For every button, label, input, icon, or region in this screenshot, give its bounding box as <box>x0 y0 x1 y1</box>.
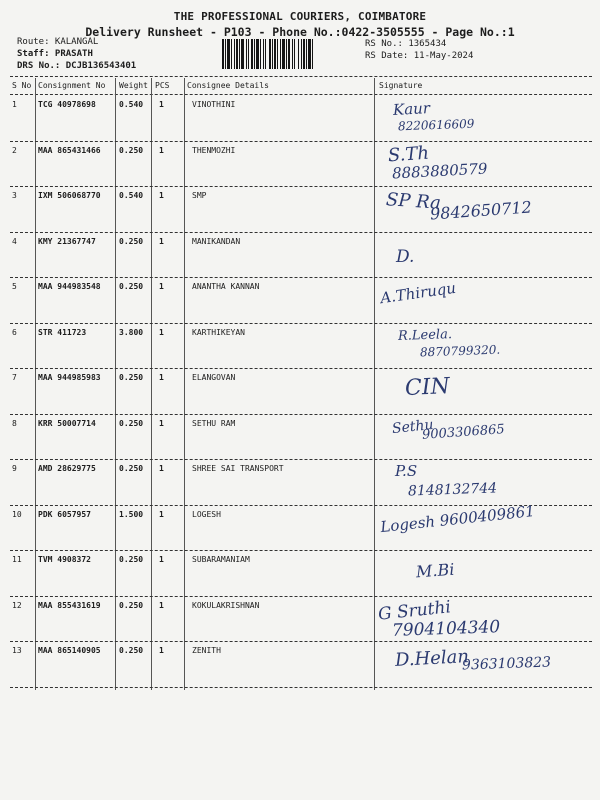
row-weight: 0.250 <box>119 145 144 155</box>
row-sno: 13 <box>12 646 22 655</box>
row-weight: 1.500 <box>119 509 144 519</box>
row-pcs: 1 <box>159 555 164 564</box>
signature-handwriting: SP Ra <box>385 189 442 214</box>
row-consignee: SUBARAMANIAM <box>192 555 250 564</box>
row-consignee: ZENITH <box>192 646 221 655</box>
row-weight: 0.250 <box>119 464 144 473</box>
row-consignment-no: MAA 944983548 <box>38 282 101 291</box>
row-sno: 6 <box>12 327 17 337</box>
row-consignee: VINOTHINI <box>192 100 236 109</box>
rs-date: RS Date: 11-May-2024 <box>365 51 474 61</box>
table-row <box>0 369 600 413</box>
rs-number: RS No.: 1365434 <box>365 39 447 49</box>
signature-handwriting: S.Th <box>387 142 430 166</box>
signature-handwriting: D.Helan <box>394 646 470 671</box>
signature-handwriting: R.Leela. <box>397 326 453 344</box>
row-weight: 0.250 <box>119 373 144 382</box>
row-pcs: 1 <box>159 236 164 246</box>
signature-handwriting: A.Thiruqu <box>379 278 458 308</box>
row-consignment-no: MAA 855431619 <box>38 600 101 610</box>
row-consignee: ANANTHA KANNAN <box>192 282 260 291</box>
table-row <box>0 187 600 231</box>
row-weight: 0.540 <box>119 100 144 109</box>
row-pcs: 1 <box>159 600 164 610</box>
route-label: Route: KALANGAL <box>17 37 99 47</box>
signature-phone-number: 9363103823 <box>461 654 552 674</box>
table-row <box>0 324 600 368</box>
signature-handwriting: Kaur <box>392 99 431 119</box>
table-row <box>0 278 600 322</box>
row-weight: 0.250 <box>119 646 144 655</box>
row-divider <box>10 687 592 688</box>
signature-phone-number: 9842650712 <box>429 197 533 224</box>
row-weight: 0.250 <box>119 236 144 246</box>
row-sno: 8 <box>12 418 17 428</box>
row-consignment-no: AMD 28629775 <box>38 464 96 473</box>
row-sno: 9 <box>12 464 17 473</box>
row-consignment-no: STR 411723 <box>38 327 87 337</box>
header-bottom-rule <box>10 94 592 95</box>
signature-phone-number: 8870799320. <box>419 342 501 359</box>
staff-label: Staff: PRASATH <box>17 49 93 59</box>
row-consignment-no: PDK 6057957 <box>38 509 91 519</box>
row-consignee: LOGESH <box>192 509 221 519</box>
row-pcs: 1 <box>159 100 164 109</box>
table-row <box>0 597 600 641</box>
col-header-consignment: Consignment No <box>38 81 106 90</box>
row-consignment-no: KRR 50007714 <box>38 418 96 428</box>
signature-handwriting: G Sruthi <box>377 596 452 625</box>
signature-handwriting: Logesh 9600409861 <box>379 501 536 536</box>
row-sno: 12 <box>12 600 22 610</box>
row-consignment-no: IXM 506068770 <box>38 191 101 200</box>
row-consignment-no: MAA 865431466 <box>38 145 101 155</box>
signature-handwriting: CIN <box>404 373 451 402</box>
row-pcs: 1 <box>159 646 164 655</box>
signature-handwriting: P.S <box>395 462 418 480</box>
row-consignee: KARTHIKEYAN <box>192 327 245 337</box>
row-weight: 0.540 <box>119 191 144 200</box>
row-pcs: 1 <box>159 418 164 428</box>
row-consignee: MANIKANDAN <box>192 236 241 246</box>
col-header-signature: Signature <box>379 81 423 90</box>
row-consignment-no: MAA 865140905 <box>38 646 101 655</box>
row-consignee: SMP <box>192 191 207 200</box>
row-sno: 11 <box>12 555 22 564</box>
row-sno: 5 <box>12 282 17 291</box>
col-header-sno: S No <box>12 81 32 90</box>
row-consignment-no: MAA 944985983 <box>38 373 101 382</box>
runsheet-subtitle: Delivery Runsheet - P103 - Phone No.:0422-3505555 - Page No.:1 <box>85 25 515 39</box>
table-row <box>0 233 600 277</box>
row-consignee: ELANGOVAN <box>192 373 236 382</box>
drs-number: DRS No.: DCJB136543401 <box>17 61 137 71</box>
signature-handwriting: Sethu <box>391 416 435 437</box>
row-consignee: THENMOZHI <box>192 145 236 155</box>
signature-phone-number: 7904104340 <box>391 616 501 641</box>
row-consignment-no: KMY 21367747 <box>38 236 96 246</box>
barcode <box>222 39 358 69</box>
table-row <box>0 142 600 186</box>
row-sno: 10 <box>12 509 22 519</box>
company-title: THE PROFESSIONAL COURIERS, COIMBATORE <box>173 10 427 23</box>
table-row <box>0 96 600 140</box>
col-header-consignee: Consignee Details <box>187 81 269 90</box>
table-row <box>0 642 600 686</box>
table-row <box>0 460 600 504</box>
row-sno: 1 <box>12 100 17 109</box>
row-pcs: 1 <box>159 327 164 337</box>
row-weight: 0.250 <box>119 600 144 610</box>
signature-phone-number: 8148132744 <box>407 480 498 500</box>
row-sno: 2 <box>12 145 17 155</box>
table-row <box>0 551 600 595</box>
row-pcs: 1 <box>159 373 164 382</box>
row-pcs: 1 <box>159 282 164 291</box>
col-header-weight: Weight <box>119 81 148 90</box>
row-sno: 3 <box>12 191 17 200</box>
row-sno: 4 <box>12 236 17 246</box>
signature-phone-number: 8220616609 <box>397 116 475 134</box>
row-pcs: 1 <box>159 145 164 155</box>
signature-phone-number: 8883880579 <box>391 159 488 182</box>
row-weight: 0.250 <box>119 282 144 291</box>
row-consignee: SHREE SAI TRANSPORT <box>192 464 284 473</box>
signature-handwriting: D. <box>396 246 415 267</box>
row-pcs: 1 <box>159 464 164 473</box>
signature-phone-number: 9003306865 <box>421 421 506 443</box>
row-weight: 0.250 <box>119 555 144 564</box>
row-sno: 7 <box>12 373 17 382</box>
row-weight: 0.250 <box>119 418 144 428</box>
row-consignee: KOKULAKRISHNAN <box>192 600 260 610</box>
row-pcs: 1 <box>159 191 164 200</box>
row-consignment-no: TCG 40978698 <box>38 100 96 109</box>
signature-handwriting: M.Bi <box>415 559 455 582</box>
header-top-rule <box>10 76 592 77</box>
row-weight: 3.800 <box>119 327 144 337</box>
col-header-pcs: PCS <box>155 81 170 90</box>
row-consignee: SETHU RAM <box>192 418 236 428</box>
row-consignment-no: TVM 4908372 <box>38 555 91 564</box>
row-pcs: 1 <box>159 509 164 519</box>
table-row <box>0 415 600 459</box>
table-row <box>0 501 600 550</box>
